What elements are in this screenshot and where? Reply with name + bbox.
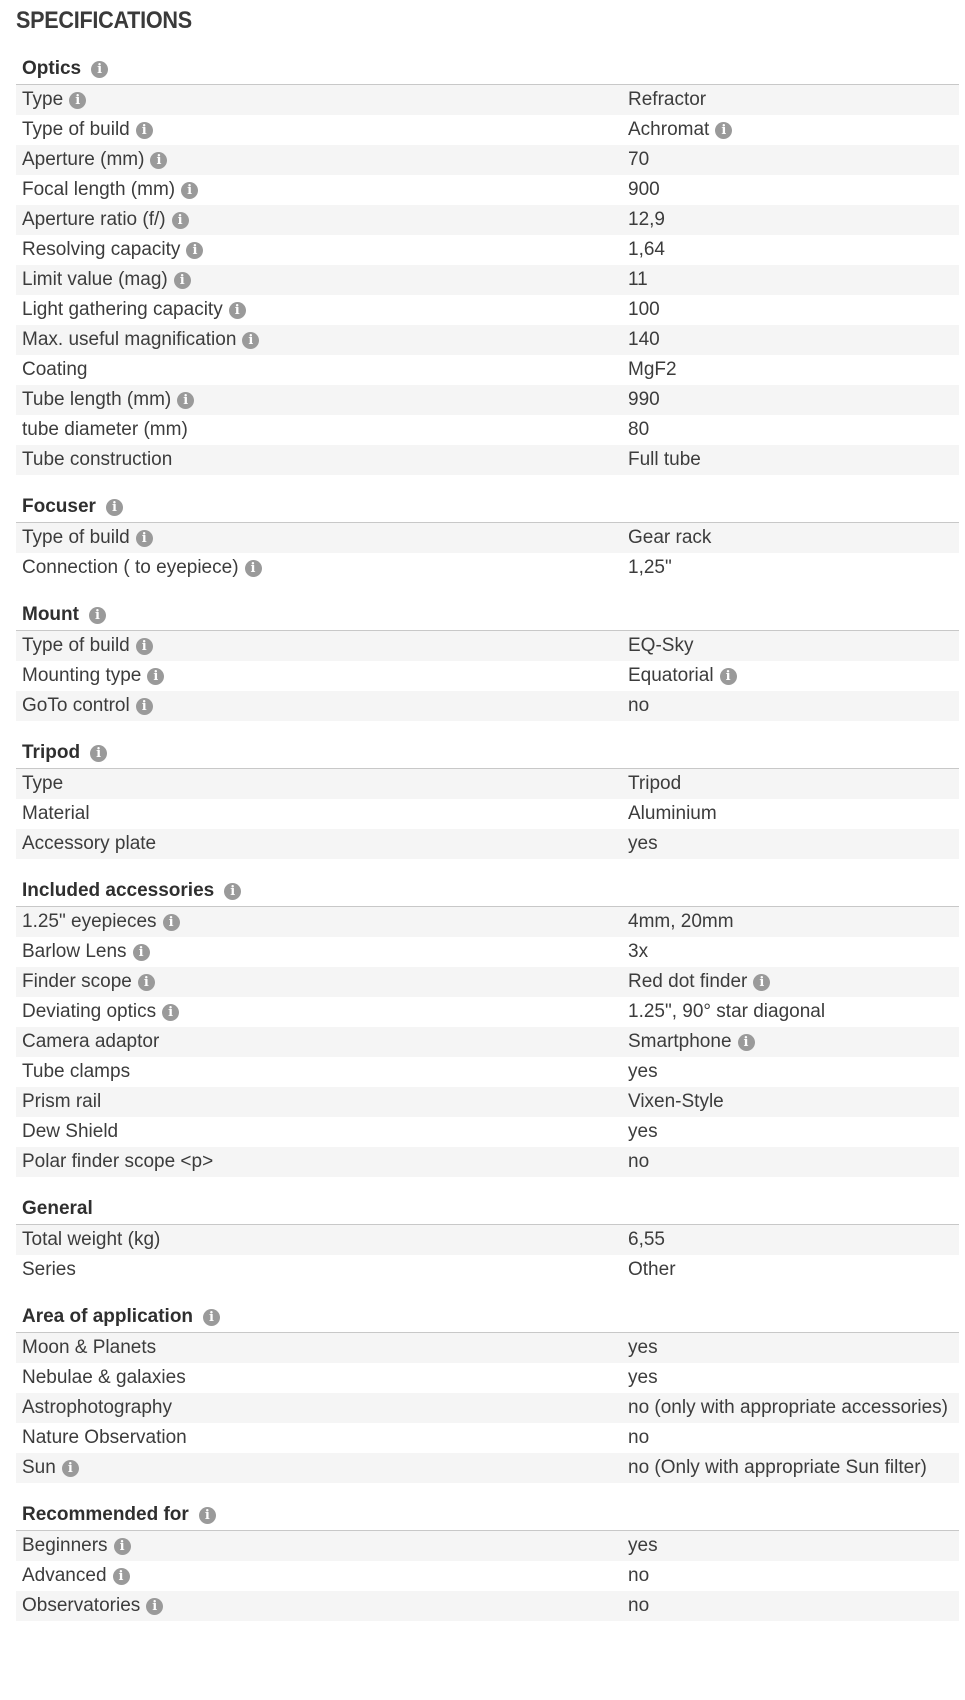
spec-row (16, 691, 959, 721)
spec-value-cell (628, 803, 717, 825)
spec-row (16, 907, 959, 937)
spec-value-cell (628, 419, 649, 441)
spec-value: no (628, 695, 650, 716)
spec-value: 900 (628, 179, 660, 200)
spec-label: Prism rail (22, 1091, 102, 1112)
spec-value-cell (628, 179, 660, 201)
spec-label-cell (22, 449, 628, 471)
spec-value: Equatorial (628, 665, 714, 686)
spec-label: Tube clamps (22, 1061, 131, 1082)
section-header (16, 1501, 959, 1531)
section-header (16, 877, 959, 907)
spec-value: yes (628, 833, 658, 854)
spec-value-cell (628, 329, 660, 351)
spec-row (16, 1255, 959, 1285)
info-icon[interactable]: i (163, 914, 180, 931)
section-included-accessories (16, 877, 959, 1177)
spec-label: Tube length (mm) (22, 389, 172, 410)
spec-label: Barlow Lens (22, 941, 127, 962)
spec-label: Finder scope (22, 971, 132, 992)
info-icon[interactable]: i (242, 332, 259, 349)
spec-label: Observatories (22, 1595, 141, 1616)
spec-value-cell (628, 1031, 755, 1053)
spec-label-cell (22, 1001, 628, 1023)
spec-label: Type (22, 773, 64, 794)
spec-value-cell (628, 1091, 724, 1113)
spec-label-cell (22, 1457, 628, 1479)
spec-label: Resolving capacity (22, 239, 181, 260)
spec-row (16, 1591, 959, 1621)
spec-value: no (628, 1427, 650, 1448)
spec-row (16, 1561, 959, 1591)
spec-row (16, 115, 959, 145)
spec-value-cell (628, 1337, 658, 1359)
spec-row (16, 265, 959, 295)
spec-value-cell (628, 239, 665, 261)
spec-row (16, 1057, 959, 1087)
spec-value: Refractor (628, 89, 707, 110)
spec-label: Camera adaptor (22, 1031, 160, 1052)
spec-label: Accessory plate (22, 833, 157, 854)
spec-label-cell (22, 1535, 628, 1557)
info-icon[interactable]: i (106, 499, 123, 516)
section-mount (16, 601, 959, 721)
section-header (16, 1195, 959, 1225)
spec-value-cell (628, 1595, 649, 1617)
spec-label-cell (22, 1565, 628, 1587)
info-icon[interactable]: i (715, 122, 732, 139)
spec-row (16, 1423, 959, 1453)
spec-value: yes (628, 1337, 658, 1358)
info-icon[interactable]: i (69, 92, 86, 109)
spec-row (16, 553, 959, 583)
spec-value-cell (628, 665, 737, 687)
spec-row (16, 415, 959, 445)
spec-label: GoTo control (22, 695, 130, 716)
spec-label-cell (22, 1031, 628, 1053)
spec-value-cell (628, 1121, 658, 1143)
spec-label-cell (22, 1595, 628, 1617)
spec-label-cell (22, 941, 628, 963)
spec-label-cell (22, 1091, 628, 1113)
info-icon[interactable]: i (114, 1538, 131, 1555)
section-general (16, 1195, 959, 1285)
info-icon[interactable]: i (62, 1460, 79, 1477)
spec-label: Sun (22, 1457, 56, 1478)
info-icon[interactable]: i (224, 883, 241, 900)
spec-value-cell (628, 1397, 948, 1419)
spec-row (16, 523, 959, 553)
spec-label: Advanced (22, 1565, 107, 1586)
info-icon[interactable]: i (174, 272, 191, 289)
spec-label-cell (22, 119, 628, 141)
spec-value-cell (628, 971, 770, 993)
section-title: Focuser (22, 496, 96, 517)
spec-row (16, 205, 959, 235)
spec-row (16, 997, 959, 1027)
spec-value-cell (628, 695, 649, 717)
section-recommended-for (16, 1501, 959, 1621)
info-icon[interactable]: i (150, 152, 167, 169)
spec-value-cell (628, 911, 734, 933)
info-icon[interactable]: i (753, 974, 770, 991)
spec-label-cell (22, 911, 628, 933)
section-header (16, 739, 959, 769)
spec-label-cell (22, 803, 628, 825)
spec-value-cell (628, 1457, 927, 1479)
spec-row (16, 385, 959, 415)
spec-value-cell (628, 557, 672, 579)
spec-label-cell (22, 527, 628, 549)
spec-value: 70 (628, 149, 650, 170)
spec-value-cell (628, 833, 658, 855)
spec-label: Material (22, 803, 90, 824)
spec-value: Full tube (628, 449, 701, 470)
spec-value: MgF2 (628, 359, 677, 380)
spec-label: Limit value (mag) (22, 269, 168, 290)
spec-row (16, 937, 959, 967)
spec-value-cell (628, 1151, 649, 1173)
spec-row (16, 175, 959, 205)
spec-label: Type of build (22, 527, 130, 548)
spec-value: no (628, 1151, 650, 1172)
spec-label-cell (22, 773, 628, 795)
spec-label-cell (22, 359, 628, 381)
section-title: Area of application (22, 1306, 194, 1327)
spec-value: no (only with appropriate accessories) (628, 1397, 948, 1418)
spec-row (16, 295, 959, 325)
spec-label-cell (22, 1151, 628, 1173)
spec-label: Nature Observation (22, 1427, 187, 1448)
spec-label: Nebulae & galaxies (22, 1367, 186, 1388)
spec-label: Focal length (mm) (22, 179, 176, 200)
spec-row (16, 235, 959, 265)
section-header (16, 493, 959, 523)
spec-value-cell (628, 119, 732, 141)
spec-label: Deviating optics (22, 1001, 157, 1022)
spec-label: Series (22, 1259, 76, 1280)
spec-value-cell (628, 89, 706, 111)
spec-label: Beginners (22, 1535, 108, 1556)
section-rows (16, 907, 959, 1177)
spec-row (16, 631, 959, 661)
spec-value: Other (628, 1259, 676, 1280)
section-rows (16, 769, 959, 859)
spec-label: Light gathering capacity (22, 299, 223, 320)
spec-value-cell (628, 941, 648, 963)
spec-label: Type of build (22, 635, 130, 656)
spec-value: yes (628, 1535, 658, 1556)
info-icon[interactable]: i (229, 302, 246, 319)
spec-label-cell (22, 1337, 628, 1359)
section-header (16, 601, 959, 631)
spec-value: 11 (628, 269, 648, 290)
spec-row (16, 1333, 959, 1363)
spec-value: Gear rack (628, 527, 712, 548)
spec-label: Dew Shield (22, 1121, 119, 1142)
spec-label: Total weight (kg) (22, 1229, 161, 1250)
info-icon[interactable]: i (186, 242, 203, 259)
spec-row (16, 1087, 959, 1117)
section-rows (16, 523, 959, 583)
spec-value: 1,25" (628, 557, 672, 578)
info-icon[interactable]: i (89, 607, 106, 624)
section-rows (16, 85, 959, 475)
spec-value: Red dot finder (628, 971, 748, 992)
section-title: Recommended for (22, 1504, 189, 1525)
spec-value: 6,55 (628, 1229, 665, 1250)
info-icon[interactable]: i (133, 944, 150, 961)
section-header (16, 1303, 959, 1333)
info-icon[interactable]: i (136, 638, 153, 655)
spec-label-cell (22, 1427, 628, 1449)
spec-row (16, 1531, 959, 1561)
section-optics (16, 55, 959, 475)
info-icon[interactable]: i (162, 1004, 179, 1021)
info-icon[interactable]: i (136, 122, 153, 139)
spec-label-cell (22, 1121, 628, 1143)
spec-label-cell (22, 557, 628, 579)
section-title: General (22, 1198, 93, 1219)
section-title: Mount (22, 604, 79, 625)
spec-label: Polar finder scope <p> (22, 1151, 214, 1172)
spec-value: 3x (628, 941, 649, 962)
info-icon[interactable]: i (91, 61, 108, 78)
section-title: Included accessories (22, 880, 215, 901)
section-rows (16, 1225, 959, 1285)
spec-value: 12,9 (628, 209, 665, 230)
spec-value: no (628, 1565, 650, 1586)
spec-row (16, 1453, 959, 1483)
spec-value: 140 (628, 329, 660, 350)
spec-value: Achromat (628, 119, 710, 140)
info-icon[interactable]: i (738, 1034, 755, 1051)
spec-label-cell (22, 1397, 628, 1419)
spec-label-cell (22, 1061, 628, 1083)
spec-label-cell (22, 635, 628, 657)
info-icon[interactable]: i (138, 974, 155, 991)
spec-value-cell (628, 635, 693, 657)
info-icon[interactable]: i (199, 1507, 216, 1524)
spec-label-cell (22, 269, 628, 291)
spec-label-cell (22, 89, 628, 111)
spec-value-cell (628, 1061, 658, 1083)
spec-label-cell (22, 149, 628, 171)
spec-label: Astrophotography (22, 1397, 172, 1418)
spec-label: Type of build (22, 119, 130, 140)
spec-value: yes (628, 1121, 658, 1142)
section-title: Optics (22, 58, 82, 79)
spec-value-cell (628, 1259, 676, 1281)
spec-label: Aperture ratio (f/) (22, 209, 166, 230)
spec-value-cell (628, 527, 711, 549)
section-rows (16, 1531, 959, 1621)
spec-value-cell (628, 269, 648, 291)
spec-row (16, 355, 959, 385)
spec-label: Connection ( to eyepiece) (22, 557, 239, 578)
info-icon[interactable]: i (113, 1568, 130, 1585)
section-rows (16, 1333, 959, 1483)
spec-value: Vixen-Style (628, 1091, 724, 1112)
spec-value-cell (628, 389, 660, 411)
spec-row (16, 967, 959, 997)
spec-value: 100 (628, 299, 660, 320)
spec-label: Tube construction (22, 449, 173, 470)
spec-value: 1,64 (628, 239, 665, 260)
spec-label-cell (22, 833, 628, 855)
info-icon[interactable]: i (146, 1598, 163, 1615)
spec-label-cell (22, 665, 628, 687)
spec-value: no (Only with appropriate Sun filter) (628, 1457, 927, 1478)
spec-value: 1.25", 90° star diagonal (628, 1001, 826, 1022)
spec-value-cell (628, 209, 665, 231)
spec-value-cell (628, 1565, 649, 1587)
spec-label: Mounting type (22, 665, 142, 686)
spec-value: 990 (628, 389, 660, 410)
info-icon[interactable]: i (177, 392, 194, 409)
spec-label-cell (22, 209, 628, 231)
spec-row (16, 829, 959, 859)
spec-value-cell (628, 773, 681, 795)
spec-row (16, 769, 959, 799)
spec-row (16, 1147, 959, 1177)
spec-row (16, 325, 959, 355)
spec-row (16, 85, 959, 115)
spec-value: 4mm, 20mm (628, 911, 734, 932)
info-icon[interactable]: i (245, 560, 262, 577)
info-icon[interactable]: i (136, 530, 153, 547)
spec-value: yes (628, 1367, 658, 1388)
spec-row (16, 1363, 959, 1393)
spec-label: Coating (22, 359, 88, 380)
spec-label-cell (22, 1259, 628, 1281)
spec-label: Moon & Planets (22, 1337, 157, 1358)
spec-label: tube diameter (mm) (22, 419, 188, 440)
spec-row (16, 661, 959, 691)
spec-value-cell (628, 299, 660, 321)
section-area-of-application (16, 1303, 959, 1483)
spec-value: 80 (628, 419, 650, 440)
spec-label-cell (22, 695, 628, 717)
spec-row (16, 445, 959, 475)
spec-value-cell (628, 1367, 658, 1389)
section-title: Tripod (22, 742, 81, 763)
spec-row (16, 1117, 959, 1147)
info-icon[interactable]: i (181, 182, 198, 199)
spec-value-cell (628, 1535, 658, 1557)
spec-value-cell (628, 359, 677, 381)
info-icon[interactable]: i (90, 745, 107, 762)
info-icon[interactable]: i (172, 212, 189, 229)
spec-value: Aluminium (628, 803, 717, 824)
section-header (16, 55, 959, 85)
spec-row (16, 799, 959, 829)
info-icon[interactable]: i (147, 668, 164, 685)
spec-label: Type (22, 89, 64, 110)
spec-value-cell (628, 449, 701, 471)
spec-row (16, 145, 959, 175)
spec-value-cell (628, 1001, 825, 1023)
spec-label-cell (22, 971, 628, 993)
spec-value-cell (628, 149, 649, 171)
info-icon[interactable]: i (136, 698, 153, 715)
spec-value-cell (628, 1229, 665, 1251)
spec-label-cell (22, 1367, 628, 1389)
spec-value: no (628, 1595, 650, 1616)
spec-label: 1.25" eyepieces (22, 911, 157, 932)
info-icon[interactable]: i (720, 668, 737, 685)
spec-value: yes (628, 1061, 658, 1082)
spec-label-cell (22, 299, 628, 321)
spec-row (16, 1027, 959, 1057)
spec-row (16, 1393, 959, 1423)
spec-value: EQ-Sky (628, 635, 694, 656)
spec-label-cell (22, 329, 628, 351)
spec-label-cell (22, 389, 628, 411)
section-rows (16, 631, 959, 721)
spec-label-cell (22, 179, 628, 201)
section-tripod (16, 739, 959, 859)
section-focuser (16, 493, 959, 583)
page-title: SPECIFICATIONS (16, 7, 192, 34)
spec-row (16, 1225, 959, 1255)
info-icon[interactable]: i (203, 1309, 220, 1326)
spec-value: Tripod (628, 773, 682, 794)
spec-label: Max. useful magnification (22, 329, 237, 350)
spec-value-cell (628, 1427, 649, 1449)
spec-label-cell (22, 1229, 628, 1251)
spec-sections (16, 55, 959, 1621)
spec-value: Smartphone (628, 1031, 732, 1052)
spec-label-cell (22, 239, 628, 261)
spec-label-cell (22, 419, 628, 441)
spec-label: Aperture (mm) (22, 149, 145, 170)
